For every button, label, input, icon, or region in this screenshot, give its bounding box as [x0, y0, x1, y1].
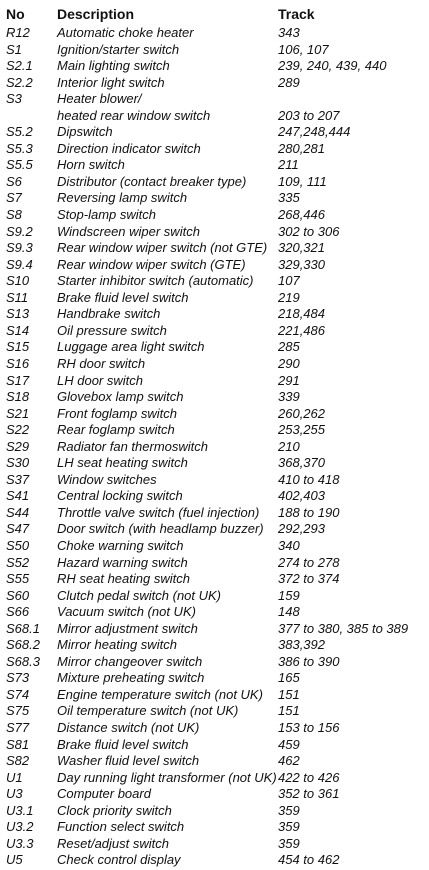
track-reference: 352 to 361 [278, 786, 340, 802]
description-line: Dipswitch [57, 124, 113, 140]
description-line: Washer fluid level switch [57, 753, 200, 769]
track-reference: 410 to 418 [278, 471, 340, 487]
component-number: U5 [6, 852, 23, 868]
component-number: S5.3 [6, 140, 33, 156]
component-number: S6 [6, 173, 22, 189]
component-number: S47 [6, 521, 30, 537]
component-number: S74 [6, 686, 30, 702]
track-reference: 454 to 462 [278, 852, 340, 868]
component-number: S16 [6, 355, 30, 371]
description-line: Mixture preheating switch [57, 670, 205, 686]
description-line: Stop-lamp switch [57, 207, 156, 223]
table-row [0, 571, 429, 588]
table-row [0, 753, 429, 770]
component-description [57, 406, 177, 423]
component-description [57, 588, 221, 605]
component-description [57, 521, 264, 538]
track-reference: 462 [278, 753, 300, 769]
description-line: LH door switch [57, 372, 143, 388]
component-description [57, 389, 183, 406]
component-description [57, 257, 246, 274]
component-number: S21 [6, 405, 30, 421]
component-number: S1 [6, 41, 22, 57]
component-description [57, 455, 188, 472]
track-reference: 274 to 278 [278, 554, 340, 570]
track-reference: 253,255 [278, 422, 325, 438]
component-description [57, 439, 208, 456]
table-row [0, 42, 429, 59]
component-number: S3 [6, 91, 22, 107]
component-list [0, 25, 429, 869]
header-description: Description [57, 6, 135, 22]
component-description [57, 621, 198, 638]
description-line: Glovebox lamp switch [57, 389, 184, 405]
component-description [57, 770, 277, 787]
track-reference: 106, 107 [278, 41, 329, 57]
track-reference: 153 to 156 [278, 719, 340, 735]
description-line: Vacuum switch (not UK) [57, 604, 196, 620]
description-line: LH seat heating switch [57, 455, 188, 471]
component-description [57, 819, 184, 836]
track-reference: 165 [278, 670, 300, 686]
track-reference: 247,248,444 [278, 124, 351, 140]
description-line: Oil pressure switch [57, 322, 167, 338]
component-description [57, 604, 196, 621]
description-line: Windscreen wiper switch [57, 223, 200, 239]
table-row [0, 141, 429, 158]
track-reference: 359 [278, 835, 300, 851]
table-row [0, 703, 429, 720]
description-line: Distributor (contact breaker type) [57, 173, 247, 189]
track-reference: 339 [278, 389, 300, 405]
table-row [0, 323, 429, 340]
description-line: Engine temperature switch (not UK) [57, 686, 263, 702]
description-line: Throttle valve switch (fuel injection) [57, 504, 260, 520]
component-description [57, 224, 200, 241]
component-number: S14 [6, 322, 30, 338]
description-line: Ignition/starter switch [57, 41, 180, 57]
table-row [0, 472, 429, 489]
component-number: U3.2 [6, 819, 34, 835]
component-description [57, 505, 259, 522]
component-description [57, 42, 179, 59]
description-line: Mirror heating switch [57, 637, 177, 653]
track-reference: 335 [278, 190, 300, 206]
component-description [57, 157, 125, 174]
component-number: S13 [6, 306, 30, 322]
description-line: Check control display [57, 852, 181, 868]
component-description [57, 290, 189, 307]
track-reference: 302 to 306 [278, 223, 340, 239]
component-number: S44 [6, 504, 30, 520]
component-description [57, 323, 167, 340]
table-row [0, 58, 429, 75]
component-number: S11 [6, 289, 29, 305]
component-number: S68.1 [6, 620, 40, 636]
table-row [0, 75, 429, 92]
component-number: S30 [6, 455, 30, 471]
component-number: S9.3 [6, 240, 33, 256]
component-number: S68.2 [6, 637, 40, 653]
table-row [0, 654, 429, 671]
component-description [57, 356, 145, 373]
description-line: Heater blower/ [57, 91, 142, 107]
description-line: Reset/adjust switch [57, 835, 169, 851]
component-number: S5.5 [6, 157, 33, 173]
description-line: Computer board [57, 786, 151, 802]
description-line: Distance switch (not UK) [57, 719, 200, 735]
component-description [57, 306, 160, 323]
description-line: Rear window wiper switch (not GTE) [57, 240, 268, 256]
table-row [0, 538, 429, 555]
component-description [57, 637, 177, 654]
component-description [57, 190, 187, 207]
description-line: Rear foglamp switch [57, 422, 175, 438]
table-row [0, 621, 429, 638]
component-description [57, 58, 170, 75]
description-line: Mirror adjustment switch [57, 620, 198, 636]
track-reference: 218,484 [278, 306, 325, 322]
track-reference: 203 to 207 [278, 107, 340, 123]
component-description [57, 422, 175, 439]
track-reference: 422 to 426 [278, 769, 340, 785]
component-description [57, 339, 204, 356]
track-reference: 377 to 380, 385 to 389 [278, 620, 409, 636]
component-number: U1 [6, 769, 23, 785]
table-row [0, 339, 429, 356]
track-reference: 285 [278, 339, 300, 355]
description-line: Choke warning switch [57, 537, 184, 553]
description-line: Horn switch [57, 157, 125, 173]
component-number: S41 [6, 488, 30, 504]
component-description [57, 555, 188, 572]
track-reference: 459 [278, 736, 300, 752]
component-number: S22 [6, 422, 30, 438]
component-description [57, 25, 194, 42]
table-row [0, 670, 429, 687]
description-line: Luggage area light switch [57, 339, 205, 355]
component-description [57, 373, 143, 390]
description-line: Oil temperature switch (not UK) [57, 703, 239, 719]
component-number: S52 [6, 554, 30, 570]
header-no: No [6, 6, 25, 22]
component-number: S2.2 [6, 74, 33, 90]
table-row [0, 852, 429, 869]
component-number: S15 [6, 339, 30, 355]
component-description [57, 207, 156, 224]
table-row [0, 687, 429, 704]
component-number: S7 [6, 190, 22, 206]
component-number: S66 [6, 604, 30, 620]
track-reference: 402,403 [278, 488, 325, 504]
description-line: Window switches [57, 471, 157, 487]
track-reference: 260,262 [278, 405, 325, 421]
table-row [0, 604, 429, 621]
component-description [57, 737, 189, 754]
track-reference: 280,281 [278, 140, 325, 156]
component-description [57, 91, 210, 124]
description-line: Door switch (with headlamp buzzer) [57, 521, 264, 537]
component-description [57, 753, 199, 770]
component-description [57, 174, 246, 191]
description-line: Handbrake switch [57, 306, 161, 322]
track-reference: 386 to 390 [278, 653, 340, 669]
table-row [0, 207, 429, 224]
description-line: Brake fluid level switch [57, 736, 189, 752]
component-number: U3.3 [6, 835, 34, 851]
track-reference: 159 [278, 587, 300, 603]
table-row [0, 373, 429, 390]
table-row [0, 637, 429, 654]
track-reference: 359 [278, 802, 300, 818]
component-number: S10 [6, 273, 30, 289]
component-number: S50 [6, 537, 30, 553]
table-row [0, 389, 429, 406]
component-number: S75 [6, 703, 30, 719]
track-reference: 148 [278, 604, 300, 620]
component-number: S73 [6, 670, 30, 686]
description-line: Hazard warning switch [57, 554, 188, 570]
table-row [0, 273, 429, 290]
track-reference: 221,486 [278, 322, 325, 338]
table-row [0, 488, 429, 505]
description-line: Starter inhibitor switch (automatic) [57, 273, 254, 289]
component-number: S81 [6, 736, 30, 752]
track-reference: 239, 240, 439, 440 [278, 58, 387, 74]
description-line: Main lighting switch [57, 58, 170, 74]
component-description [57, 124, 113, 141]
table-row [0, 836, 429, 853]
table-row [0, 455, 429, 472]
track-reference: 289 [278, 74, 300, 90]
component-description [57, 75, 165, 92]
component-number: S29 [6, 438, 30, 454]
component-number: U3.1 [6, 802, 34, 818]
description-line: Function select switch [57, 819, 185, 835]
header-track: Track [278, 6, 315, 22]
component-description [57, 786, 151, 803]
table-row [0, 555, 429, 572]
table-row [0, 720, 429, 737]
component-number: S60 [6, 587, 30, 603]
description-line: Central locking switch [57, 488, 183, 504]
component-description [57, 488, 183, 505]
track-reference: 368,370 [278, 455, 325, 471]
table-row [0, 356, 429, 373]
table-row [0, 25, 429, 42]
track-reference: 329,330 [278, 256, 325, 272]
component-number: S8 [6, 207, 22, 223]
table-row [0, 124, 429, 141]
component-description [57, 141, 201, 158]
track-reference: 372 to 374 [278, 571, 340, 587]
table-row [0, 422, 429, 439]
track-reference: 340 [278, 537, 300, 553]
component-description [57, 654, 202, 671]
component-number: S9.2 [6, 223, 33, 239]
description-line: Mirror changeover switch [57, 653, 203, 669]
track-reference: 292,293 [278, 521, 325, 537]
track-reference: 291 [278, 372, 300, 388]
track-reference: 211 [278, 157, 299, 173]
component-description [57, 836, 169, 853]
table-row [0, 737, 429, 754]
table-row [0, 819, 429, 836]
table-row [0, 240, 429, 257]
table-row [0, 91, 429, 124]
track-reference: 109, 111 [278, 173, 327, 189]
table-row [0, 406, 429, 423]
description-line: heated rear window switch [57, 107, 211, 123]
description-line: Interior light switch [57, 74, 165, 90]
description-line: Day running light transformer (not UK) [57, 769, 277, 785]
component-number: U3 [6, 786, 23, 802]
description-line: Automatic choke heater [57, 25, 194, 40]
description-line: Direction indicator switch [57, 140, 201, 156]
component-description [57, 273, 254, 290]
track-reference: 151 [278, 703, 300, 719]
table-row [0, 157, 429, 174]
component-description [57, 803, 172, 820]
table-row [0, 439, 429, 456]
table-row [0, 786, 429, 803]
table-row [0, 306, 429, 323]
component-number: S17 [6, 372, 30, 388]
track-reference: 359 [278, 819, 300, 835]
track-reference: 219 [278, 289, 300, 305]
component-number: S37 [6, 471, 30, 487]
description-line: Reversing lamp switch [57, 190, 188, 206]
component-description [57, 703, 238, 720]
track-reference: 343 [278, 25, 300, 40]
component-description [57, 670, 204, 687]
track-reference: 188 to 190 [278, 504, 340, 520]
component-description [57, 852, 181, 869]
component-number: S5.2 [6, 124, 33, 140]
component-description [57, 571, 190, 588]
table-row [0, 770, 429, 787]
table-row [0, 257, 429, 274]
component-number: S9.4 [6, 256, 33, 272]
component-number: R12 [6, 25, 30, 40]
description-line: Front foglamp switch [57, 405, 177, 421]
table-row [0, 521, 429, 538]
description-line: Clutch pedal switch (not UK) [57, 587, 222, 603]
table-row [0, 190, 429, 207]
component-description [57, 720, 199, 737]
table-row [0, 505, 429, 522]
component-number: S55 [6, 571, 30, 587]
component-number: S2.1 [6, 58, 33, 74]
table-row [0, 290, 429, 307]
description-line: Radiator fan thermoswitch [57, 438, 209, 454]
track-reference: 107 [278, 273, 300, 289]
component-description [57, 687, 263, 704]
track-reference: 268,446 [278, 207, 325, 223]
table-row [0, 588, 429, 605]
table-row [0, 803, 429, 820]
component-description [57, 472, 157, 489]
track-reference: 151 [278, 686, 300, 702]
track-reference: 290 [278, 355, 300, 371]
description-line: RH door switch [57, 355, 146, 371]
component-description [57, 538, 183, 555]
track-reference: 210 [278, 438, 300, 454]
description-line: Clock priority switch [57, 802, 172, 818]
component-number: S18 [6, 389, 30, 405]
description-line: Brake fluid level switch [57, 289, 189, 305]
description-line: RH seat heating switch [57, 571, 190, 587]
component-description [57, 240, 267, 257]
table-row [0, 174, 429, 191]
track-reference: 383,392 [278, 637, 325, 653]
track-reference: 320,321 [278, 240, 325, 256]
component-number: S77 [6, 719, 30, 735]
component-number: S68.3 [6, 653, 40, 669]
table-row [0, 224, 429, 241]
description-line: Rear window wiper switch (GTE) [57, 256, 246, 272]
component-number: S82 [6, 753, 30, 769]
